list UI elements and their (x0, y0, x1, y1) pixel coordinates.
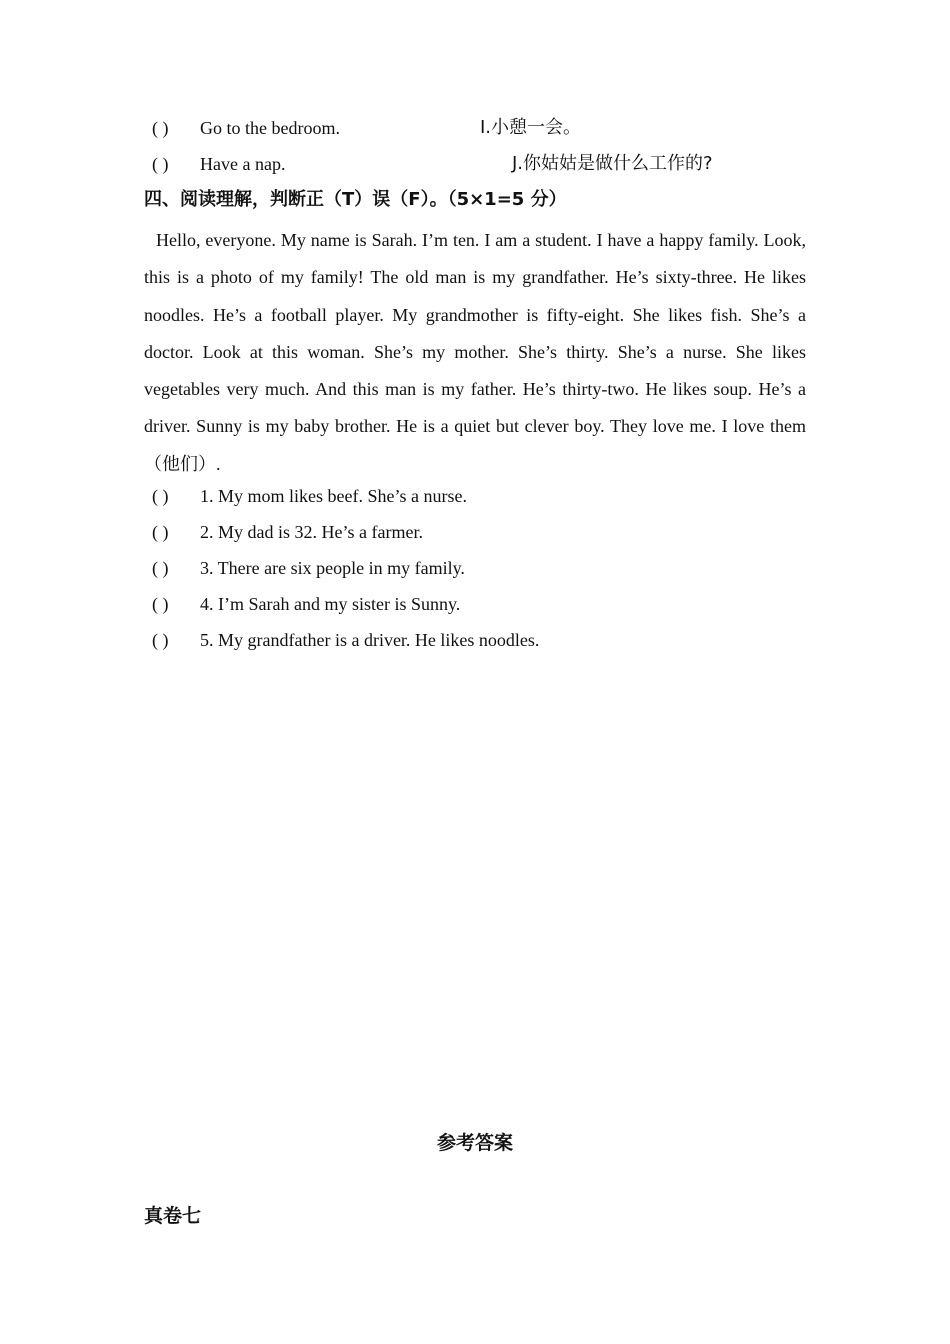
answer-blank[interactable]: ( ) (152, 558, 169, 578)
question-text: 1. My mom likes beef. She’s a nurse. (200, 486, 467, 506)
reading-passage: Hello, everyone. My name is Sarah. I’m ten. I am a student. I have a happy family. Look, this is a photo of my family! The old man is my grandfather. He’s sixty-three. He likes noodles. He’s a football player. My grandmother is fifty-eight. She likes fish. She’s a doctor. Look at this woman. She’s my mother. She’s thirty. She’s a nurse. She likes vegetables very much. And this man is my father. He’s thirty-two. He likes soup. He’s a driver. Sunny is my baby brother. He is a quiet but clever boy. They love me. I love them（他们）. (144, 230, 806, 474)
question-row (152, 556, 465, 580)
question-row (152, 592, 460, 616)
question-text: 5. My grandfather is a driver. He likes noodles. (200, 630, 540, 650)
answer-blank[interactable]: ( ) (152, 154, 169, 174)
matching-option: I.小憩一会。 (480, 117, 582, 138)
answer-key-section: 真卷七 (144, 1205, 202, 1227)
question-row (152, 520, 423, 544)
answer-blank[interactable]: ( ) (152, 594, 169, 614)
question-row (152, 484, 467, 508)
question-text: 2. My dad is 32. He’s a farmer. (200, 522, 423, 542)
matching-english: Go to the bedroom. (200, 118, 340, 138)
matching-row (152, 152, 285, 176)
answer-blank[interactable]: ( ) (152, 630, 169, 650)
question-text: 3. There are six people in my family. (200, 558, 465, 578)
matching-option: J.你姑姑是做什么工作的? (512, 153, 713, 174)
answer-blank[interactable]: ( ) (152, 486, 169, 506)
matching-english: Have a nap. (200, 154, 286, 174)
answer-blank[interactable]: ( ) (152, 118, 169, 138)
answer-blank[interactable]: ( ) (152, 522, 169, 542)
section-heading: 四、阅读理解，判断正（T）误（F）。（5×1=5 分） (144, 189, 567, 210)
matching-row (152, 116, 340, 140)
question-text: 4. I’m Sarah and my sister is Sunny. (200, 594, 461, 614)
answer-key-title: 参考答案 (436, 1132, 513, 1154)
question-row (152, 628, 539, 652)
